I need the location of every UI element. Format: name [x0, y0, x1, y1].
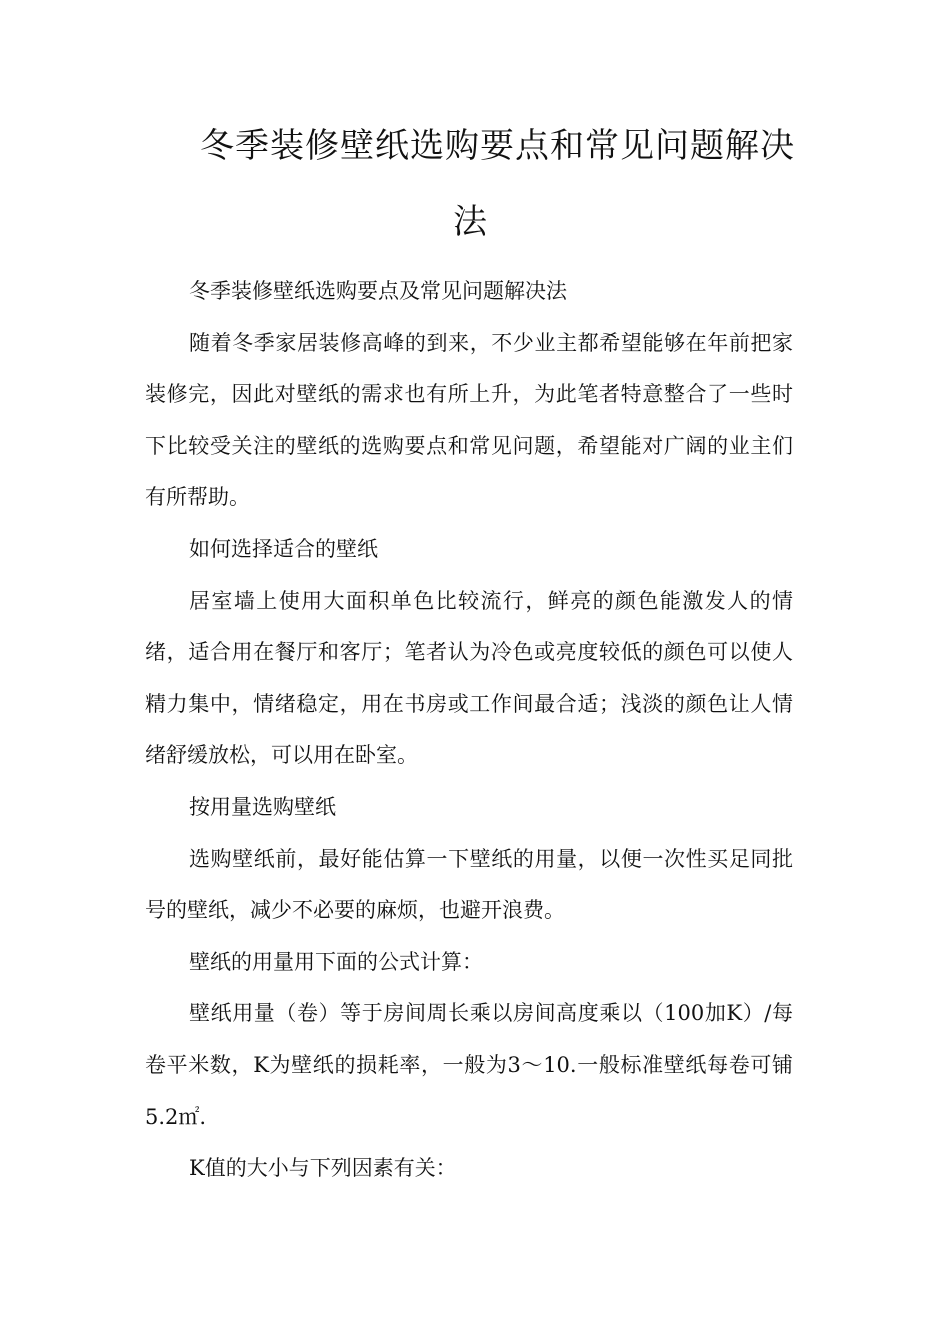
formula-paragraph: 壁纸用量（卷）等于房间周长乘以房间高度乘以（100加K）/每卷平米数，K为壁纸的损耗率，一般为3～10.一般标准壁纸每卷可铺5.2㎡. [145, 1001, 793, 1129]
document-title-line-1: 冬季装修壁纸选购要点和常见问题解决 [200, 126, 795, 166]
formula-intro-paragraph: 壁纸的用量用下面的公式计算： [189, 949, 483, 974]
subtitle-paragraph: 冬季装修壁纸选购要点及常见问题解决法 [189, 279, 567, 303]
document-body [145, 266, 793, 1195]
quantity-advice-paragraph: 选购壁纸前，最好能估算一下壁纸的用量，以便一次性买足同批号的壁纸，减少不必要的麻烦，也避开浪费。 [145, 846, 793, 923]
color-advice-paragraph: 居室墙上使用大面积单色比较流行，鲜亮的颜色能激发人的情绪，适合用在餐厅和客厅；笔者认为冷色或亮度较低的颜色可以使人精力集中，情绪稳定，用在书房或工作间最合适；浅淡的颜色让人情绪舒缓放松，可以用在卧室。 [145, 588, 793, 768]
k-factor-paragraph: K值的大小与下列因素有关： [189, 1156, 457, 1181]
document-title-line-2: 法 [453, 202, 487, 242]
section-heading-choose: 如何选择适合的壁纸 [189, 536, 378, 561]
section-heading-quantity: 按用量选购壁纸 [189, 794, 336, 819]
intro-paragraph: 随着冬季家居装修高峰的到来，不少业主都希望能够在年前把家装修完，因此对壁纸的需求也有所上升，为此笔者特意整合了一些时下比较受关注的壁纸的选购要点和常见问题，希望能对广阔的业主们有所帮助。 [145, 330, 793, 510]
